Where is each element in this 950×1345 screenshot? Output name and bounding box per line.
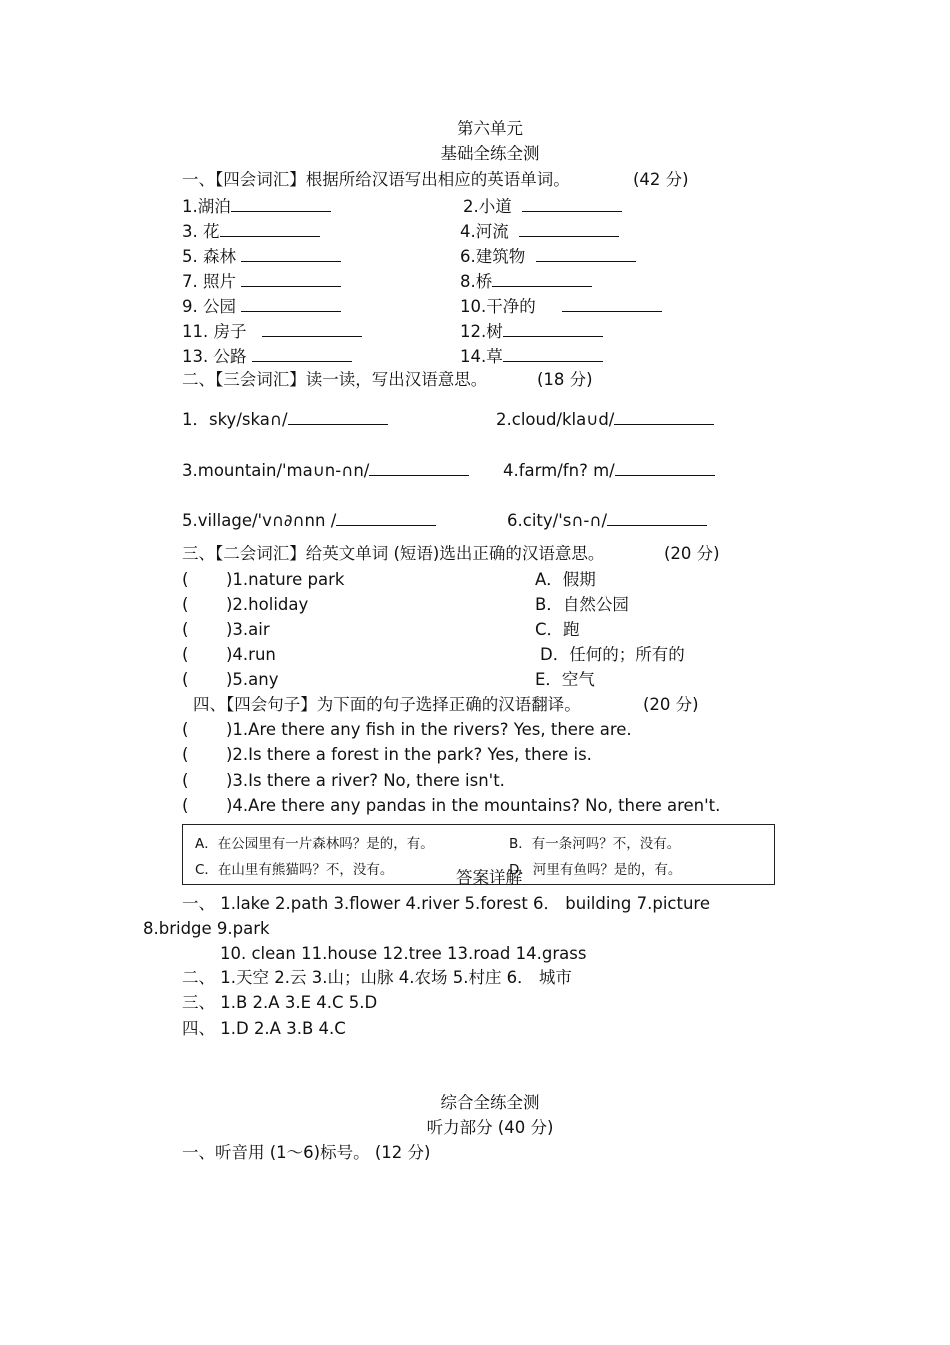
paren-blank[interactable]: ( — [182, 745, 189, 764]
paren-blank[interactable]: ( — [182, 570, 189, 589]
answer-blank[interactable] — [562, 296, 662, 312]
phonetic-text: 3.mountain/'ma — [182, 461, 313, 480]
answers-title: 答案详解 — [456, 868, 522, 887]
answers-line: 二、 1.天空 2.云 3.山；山脉 4.农场 5.村庄 6． 城市 — [182, 968, 572, 987]
phonetic-glyph-icon: ∪n-∩ — [312, 461, 354, 480]
phonetic-text: 6.city/'s — [507, 511, 572, 530]
answer-blank[interactable] — [614, 409, 714, 425]
sec3-option: C．跑 — [535, 620, 580, 639]
sec3-item: )1.nature park — [226, 570, 345, 589]
sec4-item: )4.Are there any pandas in the mountains? No, there aren't. — [226, 796, 721, 815]
answer-blank[interactable] — [519, 221, 619, 237]
phonetic-text: ? m/ — [579, 461, 615, 480]
answer-blank[interactable] — [241, 246, 341, 262]
phonetic-text: 1．sky/ska — [182, 410, 270, 429]
sec1-item: 4.河流 — [460, 222, 509, 241]
sec1-item: 6.建筑物 — [460, 247, 526, 266]
sec4-heading: 四、【四会句子】为下面的句子选择正确的汉语翻译。 — [193, 695, 581, 714]
paren-blank[interactable]: ( — [182, 796, 189, 815]
paren-blank[interactable]: ( — [182, 595, 189, 614]
test-title: 基础全练全测 — [440, 144, 540, 163]
sec1-item: 5. 森林 — [182, 247, 236, 266]
phonetic-text: / — [325, 511, 337, 530]
sec1-item: 10.干净的 — [460, 297, 536, 316]
sec4-score: (20 分) — [643, 695, 699, 714]
answers-line: 三、 1.B 2.A 3.E 4.C 5.D — [182, 993, 378, 1012]
answer-blank[interactable] — [288, 409, 388, 425]
comp-q1: 一、听音用 (1～6)标号。 (12 分) — [182, 1143, 431, 1162]
answer-blank[interactable] — [241, 296, 341, 312]
answer-blank[interactable] — [503, 346, 603, 362]
answer-blank[interactable] — [252, 346, 352, 362]
answer-blank[interactable] — [607, 510, 707, 526]
answer-blank[interactable] — [369, 460, 469, 476]
answer-blank[interactable] — [522, 196, 622, 212]
phonetic-glyph-icon: ∩-∩ — [571, 511, 602, 530]
sec1-item: 3. 花 — [182, 222, 220, 241]
sec1-item: 8.桥 — [460, 272, 493, 291]
answers-line: 一、 1.lake 2.path 3.flower 4.river 5.forest 6． building 7.picture — [182, 894, 710, 913]
sec4-item: )3.Is there a river? No, there isn't. — [226, 771, 505, 790]
answer-blank[interactable] — [231, 196, 331, 212]
answer-blank[interactable] — [615, 460, 715, 476]
box-option: A．在公园里有一片森林吗？是的，有。 — [195, 836, 434, 852]
sec3-item: )2.holiday — [226, 595, 309, 614]
sec3-option: D．任何的；所有的 — [540, 645, 685, 664]
answer-blank[interactable] — [220, 221, 320, 237]
paren-blank[interactable]: ( — [182, 620, 189, 639]
answer-blank[interactable] — [536, 246, 636, 262]
box-option: D．河里有鱼吗？是的，有。 — [509, 862, 682, 878]
answer-blank[interactable] — [262, 321, 362, 337]
phonetic-glyph-icon: ∩∂∩nn — [271, 511, 326, 530]
sec3-item: )3.air — [226, 620, 270, 639]
phonetic-text: 2.cloud/kla — [496, 410, 587, 429]
answer-blank[interactable] — [503, 321, 603, 337]
answer-blank[interactable] — [241, 271, 341, 287]
phonetic-text: 5.village/'v — [182, 511, 272, 530]
answers-line: 10. clean 11.house 12.tree 13.road 14.grass — [220, 944, 587, 963]
phonetic-glyph-icon: ∩ — [269, 410, 282, 429]
comp-title: 综合全练全测 — [440, 1093, 540, 1112]
sec1-item: 11. 房子 — [182, 322, 247, 341]
answer-blank[interactable] — [336, 510, 436, 526]
sec3-option: A．假期 — [535, 570, 596, 589]
sec4-item: )1.Are there any fish in the rivers? Yes, there are. — [226, 720, 632, 739]
sec1-item: 14.草 — [460, 347, 503, 366]
answers-line: 四、 1.D 2.A 3.B 4.C — [182, 1019, 346, 1038]
phonetic-text: / — [281, 410, 288, 429]
sec3-item: )4.run — [226, 645, 276, 664]
phonetic-text: 4.farm/f — [503, 461, 569, 480]
sec3-item: )5.any — [226, 670, 279, 689]
paren-blank[interactable]: ( — [182, 720, 189, 739]
unit-title: 第六单元 — [457, 119, 523, 138]
answers-line: 8.bridge 9.park — [143, 919, 270, 938]
sec1-item: 9. 公园 — [182, 297, 236, 316]
sec1-heading: 一、【四会词汇】根据所给汉语写出相应的英语单词。 — [182, 170, 570, 189]
sec3-option: E．空气 — [535, 670, 595, 689]
box-option: C．在山里有熊猫吗？不，没有。 — [195, 862, 394, 878]
box-option: B．有一条河吗？不，没有。 — [509, 836, 681, 852]
paren-blank[interactable]: ( — [182, 771, 189, 790]
phonetic-glyph-icon: ∪ — [586, 410, 599, 429]
phonetic-text: / — [601, 511, 607, 530]
sec3-heading: 三、【二会词汇】给英文单词 (短语)选出正确的汉语意思。 — [182, 544, 605, 563]
sec3-option: B．自然公园 — [535, 595, 629, 614]
sec1-item: 13. 公路 — [182, 347, 247, 366]
sec4-item: )2.Is there a forest in the park? Yes, there is. — [226, 745, 592, 764]
paren-blank[interactable]: ( — [182, 645, 189, 664]
answer-blank[interactable] — [492, 271, 592, 287]
phonetic-glyph-icon: n — [568, 461, 580, 480]
comp-subtitle: 听力部分 (40 分) — [426, 1118, 554, 1137]
phonetic-text: d/ — [598, 410, 615, 429]
sec1-item: 12.树 — [460, 322, 503, 341]
sec2-heading: 二、【三会词汇】读一读，写出汉语意思。 — [182, 370, 488, 389]
sec2-score: (18 分) — [537, 370, 593, 389]
phonetic-text: n/ — [353, 461, 370, 480]
sec1-item: 1.湖泊 — [182, 197, 231, 216]
sec1-score: (42 分) — [633, 170, 689, 189]
sec3-score: (20 分) — [664, 544, 720, 563]
paren-blank[interactable]: ( — [182, 670, 189, 689]
sec1-item: 2.小道 — [463, 197, 512, 216]
sec1-item: 7. 照片 — [182, 272, 236, 291]
